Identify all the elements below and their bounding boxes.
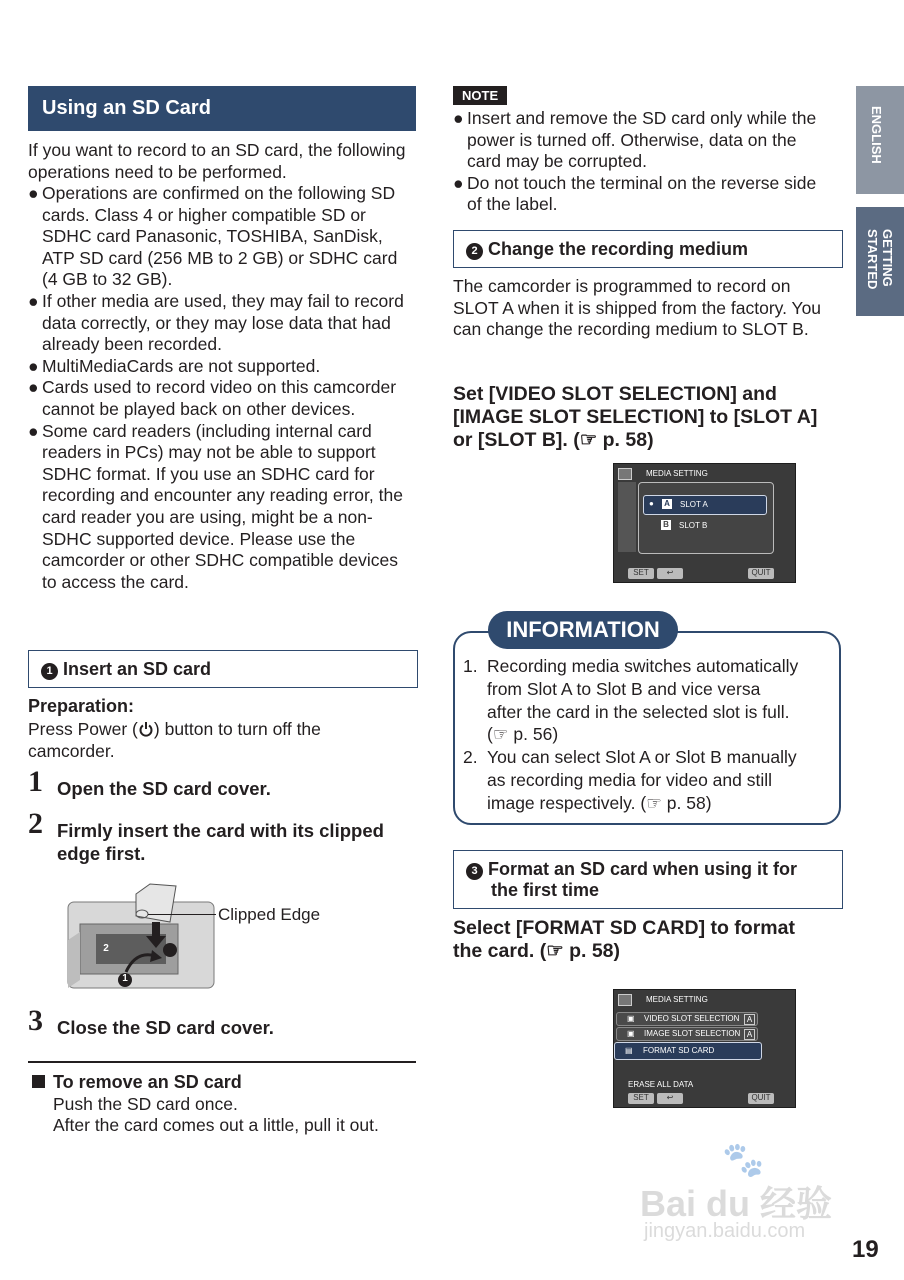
sd-card-insert-diagram (66, 880, 216, 990)
slot-b-icon: B (661, 520, 671, 530)
note-bullet-list (453, 108, 833, 216)
menu-icon (618, 468, 632, 480)
preparation-text: Press Power ( ) button to turn off the camcorder. (28, 719, 321, 761)
page-number: 19 (852, 1236, 879, 1263)
step-circle-icon: 1 (41, 663, 58, 680)
screen-title: MEDIA SETTING (646, 469, 708, 478)
insert-sd-card-box: 1 Insert an SD card (28, 650, 418, 688)
power-icon (138, 721, 154, 737)
set-button[interactable]: SET (628, 568, 654, 579)
format-sd-card-box: 3 Format an SD card when using it for the first time (453, 850, 843, 909)
screen-title: MEDIA SETTING (646, 995, 708, 1004)
step-text: edge first. (57, 843, 146, 864)
quit-button[interactable]: QUIT (748, 1093, 774, 1104)
list-item: ● Insert and remove the SD card only while the power is turned off. Otherwise, data on the card may be corrupted. (453, 108, 817, 172)
step-number: 1 (28, 765, 43, 798)
back-icon[interactable]: ↩ (657, 568, 683, 579)
slot-badge: A (744, 1029, 755, 1040)
slot-badge: A (744, 1014, 755, 1025)
media-setting-screen-format (613, 989, 796, 1108)
baidu-watermark: 🐾 Bai du 经验 jingyan.baidu.com (640, 1141, 833, 1242)
list-item: 1. Recording media switches automatically from Slot A to Slot B and vice versa after the card in the selected slot is full. (☞ p. 56) (463, 656, 799, 745)
pointing-hand-icon: ☞ (579, 429, 598, 451)
slot-a-option[interactable]: ● A SLOT A (643, 495, 767, 515)
leader-line (148, 914, 216, 915)
paw-icon: 🐾 (722, 1141, 765, 1179)
video-slot-item[interactable]: ▣ VIDEO SLOT SELECTION A (616, 1012, 758, 1026)
step-text: Open the SD card cover. (57, 778, 271, 799)
set-button[interactable]: SET (628, 1093, 654, 1104)
image-slot-item[interactable]: ▣ IMAGE SLOT SELECTION A (616, 1027, 758, 1041)
list-item: ● Do not touch the terminal on the reverse side of the label. (453, 172, 817, 215)
list-item: 2. You can select Slot A or Slot B manually as recording media for video and still image respectively. (☞ p. 58) (463, 747, 797, 813)
sd-bullet-list (28, 183, 413, 593)
slot-popup (638, 482, 774, 554)
list-item: ● MultiMediaCards are not supported. (28, 355, 321, 376)
note-label: NOTE (453, 86, 507, 105)
list-item: ● Operations are confirmed on the following SD cards. Class 4 or higher compatible SD or SDHC card Panasonic, TOSHIBA, SanDisk, ATP SD card (256 MB to 2 GB) or SDHC card (4 GB to 32 GB). (28, 183, 398, 290)
step-text: Firmly insert the card with its clipped (57, 820, 384, 841)
square-bullet-icon (32, 1075, 45, 1088)
intro-text: If you want to record to an SD card, the following operations need to be performed. (28, 140, 406, 182)
pointing-hand-icon: ☞ (546, 940, 564, 962)
preparation-label: Preparation: (28, 696, 135, 716)
list-item: ● Some card readers (including internal card readers in PCs) may not be able to support SDHC format. If you use an SDHC card for recording and encounter any reading error, the card reader you are using, might be a non-SDHC supported device. Please use the camcorder or other SDHC compatible devices to access the card. (28, 420, 403, 592)
pointing-hand-icon: ☞ (646, 792, 662, 813)
information-title: INFORMATION (488, 611, 678, 649)
divider (28, 1061, 416, 1063)
step-number: 2 (28, 807, 43, 840)
list-item: ● Cards used to record video on this camcorder cannot be played back on other devices. (28, 377, 397, 419)
sd-card-icon: ▤ (625, 1046, 633, 1055)
change-medium-text: The camcorder is programmed to record on SLOT A when it is shipped from the factory. You can change the recording medium to SLOT B. (453, 276, 822, 340)
tab-getting-started[interactable]: GETTING STARTED (856, 207, 904, 316)
screen-side-icons (618, 482, 636, 552)
information-list (463, 655, 833, 815)
step-circle-icon: 3 (466, 863, 483, 880)
clipped-edge-label: Clipped Edge (218, 905, 321, 924)
remove-line: After the card comes out a little, pull it out. (53, 1115, 379, 1135)
section-title: Using an SD Card (28, 86, 416, 131)
remove-line: Push the SD card once. (53, 1094, 238, 1114)
selected-dot-icon: ● (649, 499, 654, 508)
quit-button[interactable]: QUIT (748, 568, 774, 579)
erase-all-data-item[interactable]: ERASE ALL DATA (628, 1080, 694, 1089)
step-circle-icon: 2 (466, 243, 483, 260)
set-heading: Set [VIDEO SLOT SELECTION] and [IMAGE SLOT SELECTION] to [SLOT A] or [SLOT B]. (☞ p. 58) (453, 383, 818, 451)
tab-english[interactable]: ENGLISH (856, 86, 904, 194)
media-setting-screen-slot (613, 463, 796, 583)
step-text: Close the SD card cover. (57, 1017, 274, 1038)
change-medium-box: 2 Change the recording medium (453, 230, 843, 268)
pointing-hand-icon: ☞ (492, 724, 509, 745)
camera-icon: ▣ (627, 1029, 635, 1038)
video-icon: ▣ (627, 1014, 635, 1023)
list-item: ● If other media are used, they may fail to record data correctly, or they may lose data that had already been recorded. (28, 290, 404, 355)
remove-title: To remove an SD card (53, 1072, 242, 1092)
back-icon[interactable]: ↩ (657, 1093, 683, 1104)
diagram-number: 2 (103, 943, 109, 954)
format-heading: Select [FORMAT SD CARD] to format the card. (☞ p. 58) (453, 917, 795, 962)
slot-a-icon: A (662, 499, 672, 509)
step-number: 3 (28, 1004, 43, 1037)
format-sd-card-item[interactable]: ▤ FORMAT SD CARD (614, 1042, 762, 1060)
diagram-number: 1 (122, 973, 128, 984)
slot-b-option[interactable]: B SLOT B (643, 517, 765, 535)
menu-icon (618, 994, 632, 1006)
